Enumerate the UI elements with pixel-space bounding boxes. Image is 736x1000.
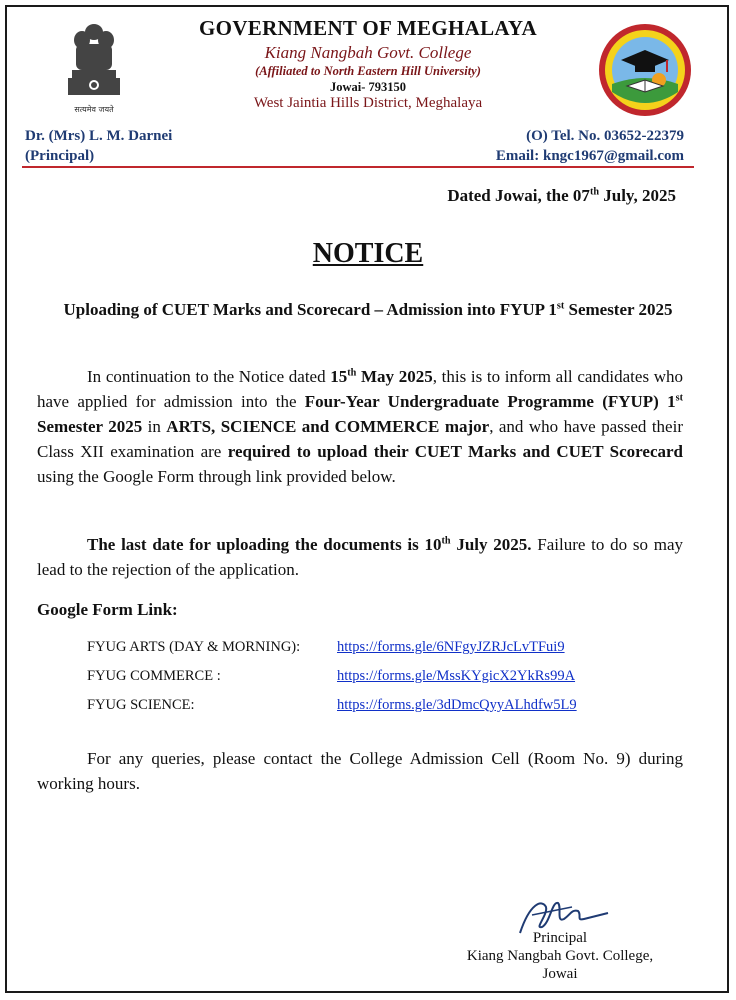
links-heading: Google Form Link: (37, 600, 178, 619)
affiliation: (Affiliated to North Eastern Hill University) (255, 64, 481, 78)
national-emblem-icon (62, 18, 126, 118)
office-phone: (O) Tel. No. 03652-22379 (526, 128, 684, 144)
science-form-link[interactable]: https://forms.gle/3dDmcQyyALhdfw5L9 (337, 697, 577, 713)
college-name: Kiang Nangbah Govt. College (264, 43, 472, 62)
principal-name: Dr. (Mrs) L. M. Darnei (25, 128, 173, 144)
link-row-commerce: FYUG COMMERCE : https://forms.gle/MssKYgicX2YkRs99A (87, 668, 576, 684)
signatory-college: Kiang Nangbah Govt. College, (466, 948, 654, 964)
government-title: GOVERNMENT OF MEGHALAYA (199, 16, 537, 40)
paragraph-intro: In continuation to the Notice dated 15th May 2025, this is to inform all candidates who have applied for admission into the Four-Year Undergraduate Programme (FYUP) 1st Semester 2025 in ARTS, SCIENCE and COMMERCE major, and who have passed their Class XII examination are required to upload their CUET Marks and CUET Scorecard using the Google Form through link provided below. (37, 367, 684, 486)
signature-block (455, 885, 665, 983)
notice-subject: Uploading of CUET Marks and Scorecard – Admission into FYUP 1st Semester 2025 (63, 300, 673, 319)
notice-date: Dated Jowai, the 07th July, 2025 (447, 186, 676, 205)
district: West Jaintia Hills District, Meghalaya (253, 95, 483, 111)
header-divider (22, 166, 694, 168)
arts-form-link[interactable]: https://forms.gle/6NFgyJZRJcLvTFui9 (337, 639, 565, 655)
commerce-form-link[interactable]: https://forms.gle/MssKYgicX2YkRs99A (337, 668, 576, 684)
signatory-place: Jowai (542, 966, 578, 982)
notice-title: NOTICE (312, 238, 424, 269)
link-row-arts: FYUG ARTS (DAY & MORNING): https://forms.gle/6NFgyJZRJcLvTFui9 (87, 639, 565, 655)
paragraph-deadline: The last date for uploading the documents is 10th July 2025. Failure to do so may lead to the rejection of the application. (37, 535, 683, 579)
paragraph-queries: For any queries, please contact the College Admission Cell (Room No. 9) during working hours. (37, 749, 683, 793)
signatory-title: Principal (532, 930, 588, 946)
link-row-science: FYUG SCIENCE: https://forms.gle/3dDmcQyyALhdfw5L9 (87, 697, 577, 713)
principal-title: (Principal) (25, 148, 95, 164)
office-email: Email: kngc1967@gmail.com (495, 148, 684, 164)
pin-code: Jowai- 793150 (329, 80, 407, 94)
emblem-caption: सत्यमेव जयते (74, 105, 114, 114)
